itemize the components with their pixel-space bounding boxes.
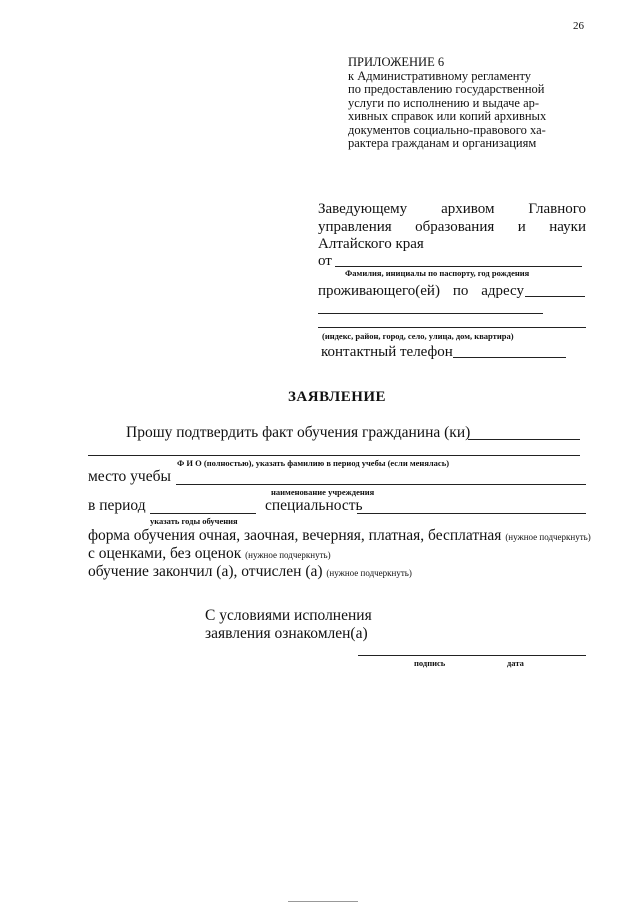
- study-place-label: место учебы: [88, 468, 171, 485]
- grades-line: [88, 545, 331, 563]
- ack-line-1: С условиями исполнения: [205, 607, 372, 624]
- addressee-word: управления: [318, 219, 392, 235]
- page-number: 26: [573, 20, 584, 32]
- addressee-word: архивом: [441, 201, 495, 217]
- addressee-word: науки: [549, 219, 586, 235]
- from-caption: Фамилия, инициалы по паспорту, год рождения: [345, 268, 530, 278]
- citizen-name-field-2[interactable]: [88, 455, 580, 456]
- grades-note: (нужное подчеркнуть): [245, 550, 331, 560]
- grades-line-text: с оценками, без оценок: [88, 545, 242, 562]
- footer-rule: [288, 901, 358, 902]
- request-text: Прошу подтвердить факт обучения гражданина (ки): [126, 424, 471, 441]
- form-line-text: форма обучения очная, заочная, вечерняя, платная, бесплатная: [88, 527, 502, 544]
- appendix-line: рактера гражданам и организациям: [348, 136, 537, 150]
- signature-caption: подпись: [414, 658, 446, 668]
- addressee-word: Заведующему: [318, 201, 408, 217]
- addressee-line-3: Алтайского края: [318, 236, 424, 252]
- addressee-line-1: [318, 200, 586, 218]
- residing-line: [318, 282, 524, 300]
- residing-word: проживающего(ей): [318, 283, 440, 299]
- study-place-field[interactable]: [176, 484, 586, 485]
- years-caption: указать годы обучения: [150, 516, 238, 526]
- addressee-word: образования: [415, 219, 495, 235]
- signature-field[interactable]: [358, 655, 586, 656]
- address-field-2[interactable]: [318, 313, 543, 314]
- residing-word: адресу: [481, 283, 524, 299]
- appendix-line: хивных справок или копий архивных: [348, 109, 547, 123]
- appendix-line: документов социально-правового ха-: [348, 122, 546, 137]
- date-caption: дата: [507, 658, 524, 668]
- period-label: в период: [88, 497, 146, 514]
- form-line: [88, 527, 591, 545]
- address-caption: (индекс, район, город, село, улица, дом, квартира): [322, 331, 514, 341]
- ack-line-2: заявления ознакомлен(а): [205, 625, 368, 642]
- fio-caption: Ф И О (полностью), указать фамилию в период учебы (если менялась): [177, 458, 450, 468]
- address-field-3[interactable]: [318, 327, 586, 328]
- period-field[interactable]: [150, 513, 256, 514]
- appendix-line: к Административному регламенту: [348, 68, 532, 83]
- appendix-line: услуги по исполнению и выдаче ар-: [348, 95, 540, 110]
- from-label: от: [318, 253, 332, 269]
- appendix-header: [348, 56, 546, 151]
- form-note: (нужное подчеркнуть): [505, 532, 591, 542]
- phone-field[interactable]: [453, 357, 566, 358]
- addressee-word: Главного: [528, 201, 586, 217]
- residing-word: по: [452, 283, 469, 299]
- citizen-name-field-1[interactable]: [468, 439, 580, 440]
- appendix-line: по предоставлению государственной: [348, 82, 545, 96]
- finished-line-text: обучение закончил (а), отчислен (а): [88, 563, 323, 580]
- institution-caption: наименование учреждения: [271, 487, 375, 497]
- from-field[interactable]: [335, 266, 582, 267]
- address-field-1[interactable]: [525, 296, 585, 297]
- addressee-line-2: [318, 218, 586, 236]
- addressee-word: и: [517, 219, 526, 235]
- finished-note: (нужное подчеркнуть): [326, 568, 412, 578]
- specialty-label: специальность: [265, 497, 363, 514]
- finished-line: [88, 563, 412, 581]
- specialty-field[interactable]: [357, 513, 586, 514]
- phone-label: контактный телефон: [321, 344, 453, 360]
- statement-title: ЗАЯВЛЕНИЕ: [288, 389, 387, 405]
- appendix-line: ПРИЛОЖЕНИЕ 6: [348, 55, 445, 69]
